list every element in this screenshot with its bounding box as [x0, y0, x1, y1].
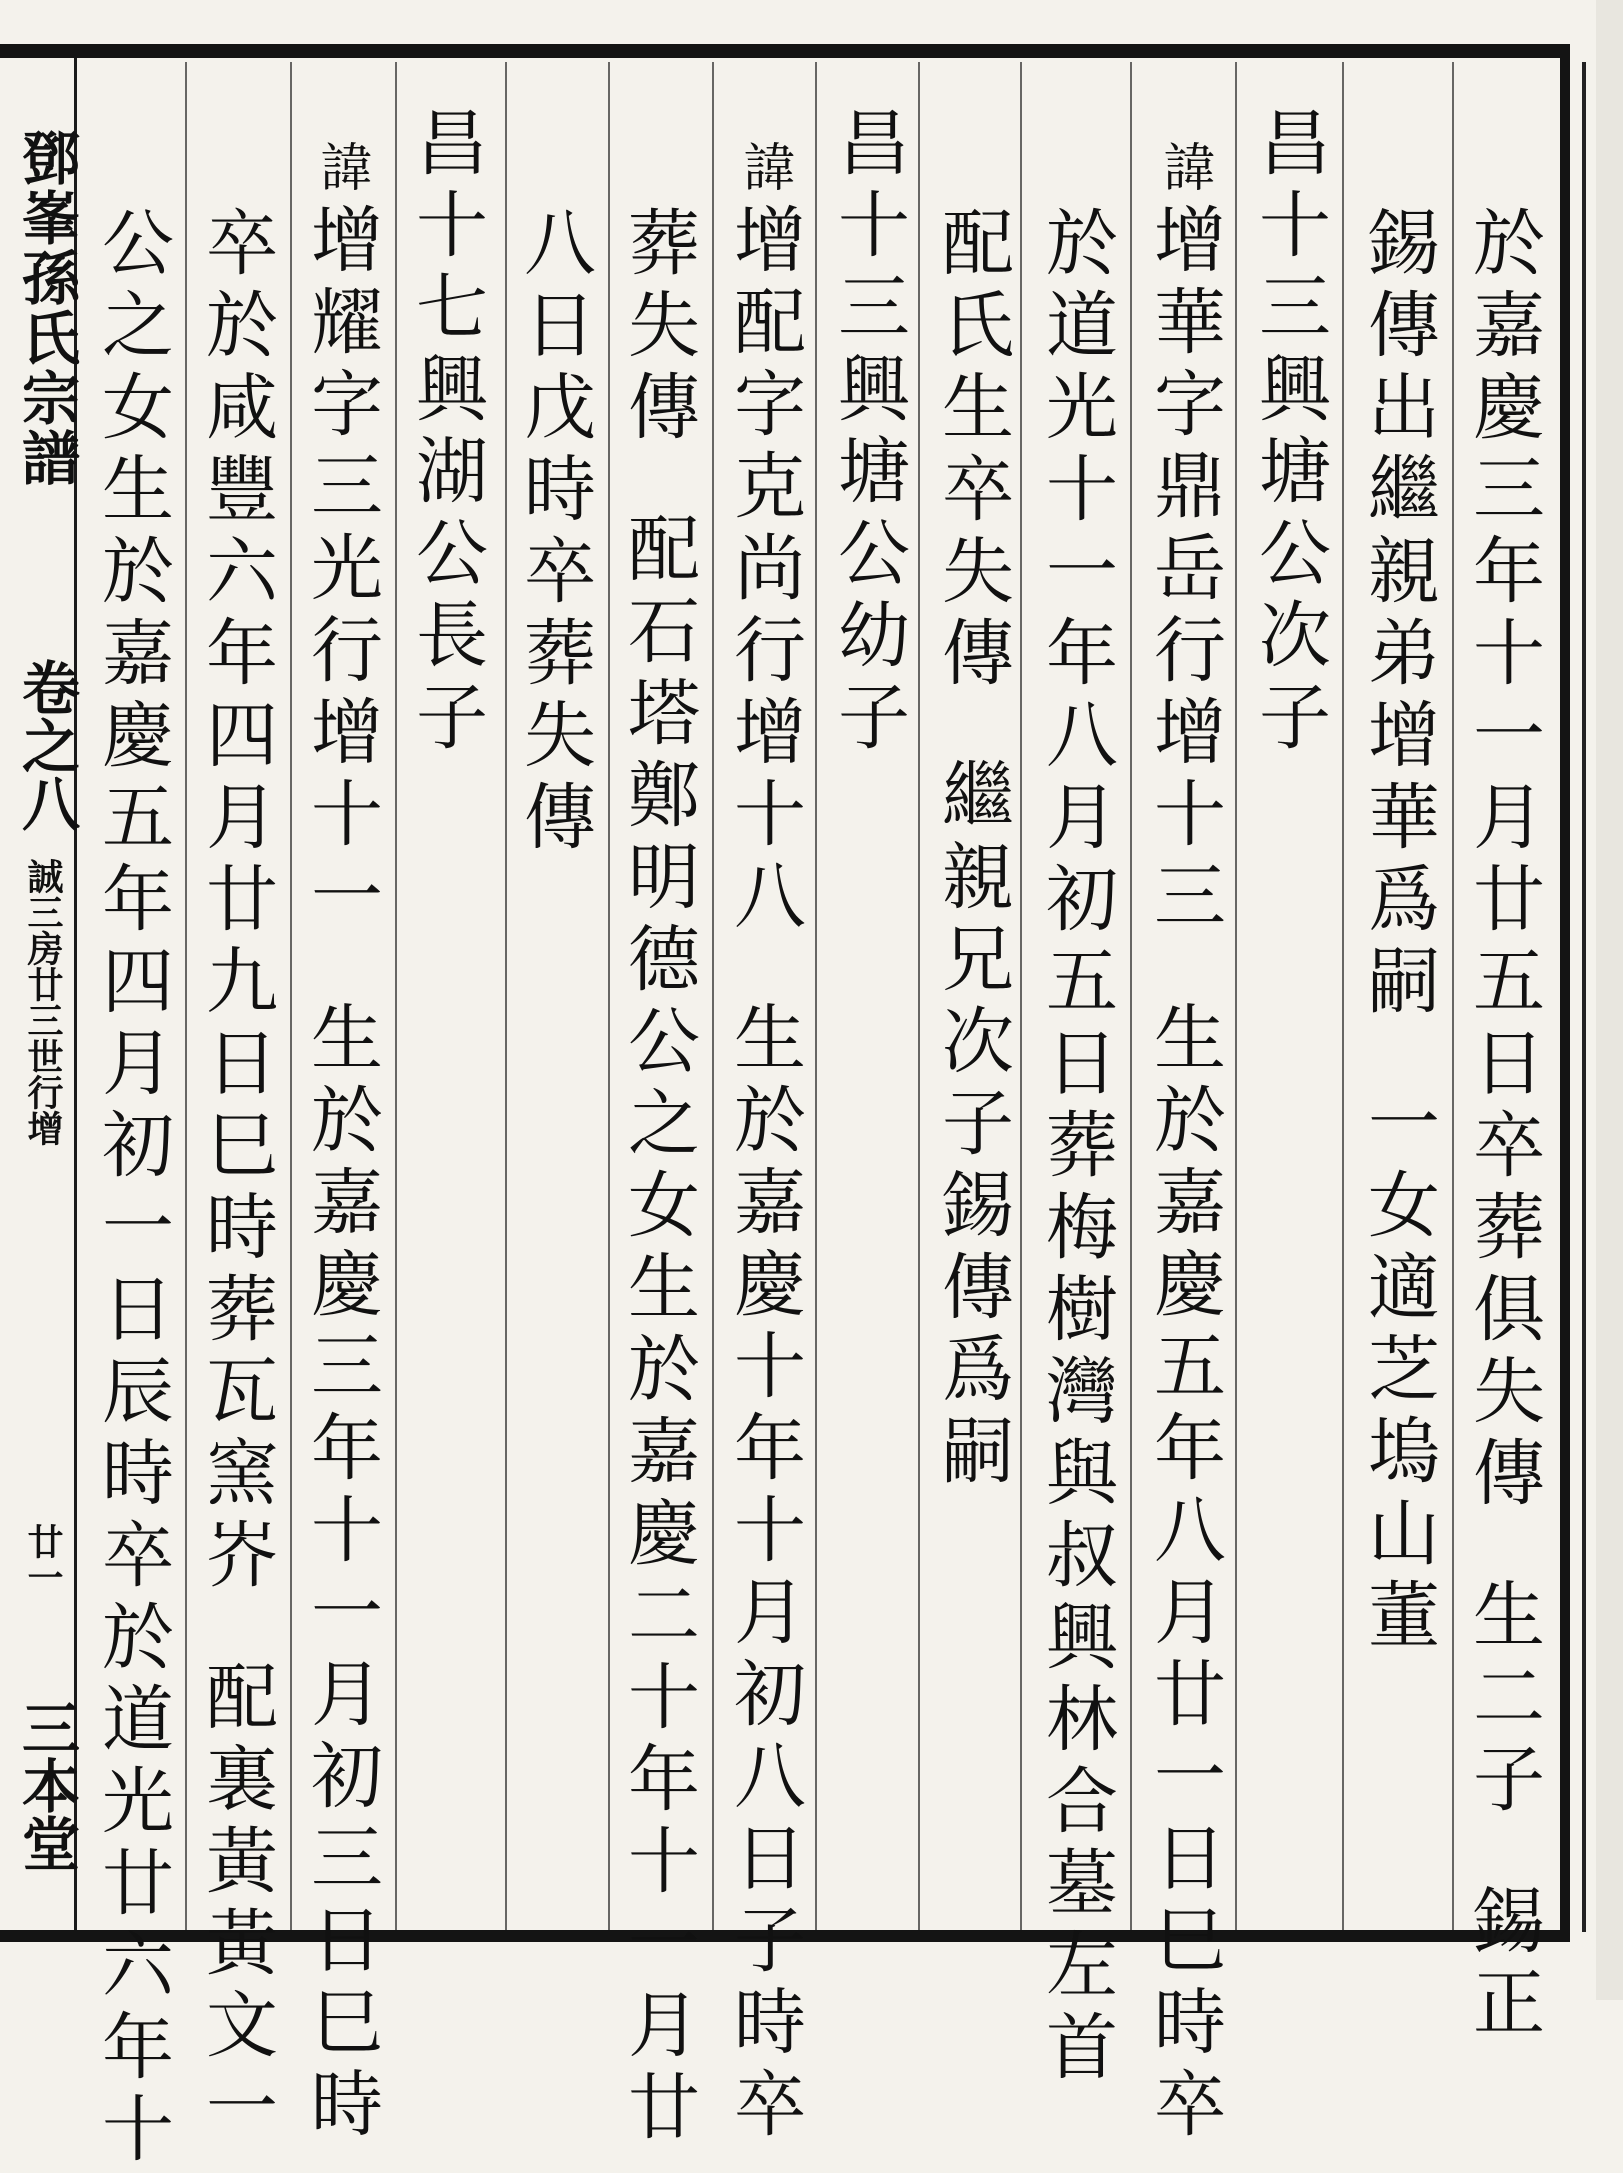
column-rule — [815, 62, 817, 1930]
text-column-11 — [404, 105, 488, 761]
column-rule — [1020, 62, 1022, 1930]
text-column-8 — [722, 140, 806, 2148]
column-rule — [712, 62, 714, 1930]
column-text: 增配字克尚行增十八 — [722, 202, 806, 940]
page-edge — [1596, 0, 1623, 2000]
column-text: 配石塔鄭明德公之女生於嘉慶二十年十一月廿 — [616, 511, 700, 2151]
column-text: 生於嘉慶三年十一月初三日巳時 — [299, 1000, 383, 2148]
text-column-4 — [1142, 140, 1226, 2148]
column-text: 配氏生卒失傳 — [930, 205, 1014, 697]
column-rule — [918, 62, 920, 1930]
text-column-3 — [1247, 105, 1331, 761]
column-text: 昌十七興湖公長子 — [404, 105, 488, 761]
column-text: 生二子 — [1461, 1577, 1545, 1823]
column-text: 繼親兄次子錫傳爲嗣 — [930, 757, 1014, 1495]
column-text: 昌十三興塘公幼子 — [826, 105, 910, 761]
text-column-1 — [1461, 205, 1545, 2047]
hall-name: 三本堂 — [12, 1698, 80, 1872]
column-rule — [1452, 62, 1454, 1930]
text-column-7 — [826, 105, 910, 761]
column-text: 增耀字三光行增十一 — [299, 202, 383, 940]
column-rule — [608, 62, 610, 1930]
column-rule — [185, 62, 187, 1930]
branch-label: 誠三房廿三世行增 — [22, 858, 64, 1146]
top-border — [0, 44, 1560, 58]
column-text: 於道光十一年八月初五日葬梅樹灣與叔興林合墓左首 — [1034, 205, 1118, 2091]
column-text: 公之女生於嘉慶五年四月初一日辰時卒於道光廿六年十 — [90, 205, 174, 2173]
column-rule — [1342, 62, 1344, 1930]
right-inner-border — [1582, 62, 1586, 1932]
taboo-mark: 諱 — [1154, 140, 1214, 202]
text-column-9 — [616, 205, 700, 2151]
margin-strip — [0, 58, 80, 1930]
column-text: 增華字鼎岳行增十三 — [1142, 202, 1226, 940]
text-column-6 — [930, 205, 1014, 1495]
column-rule — [505, 62, 507, 1930]
taboo-mark: 諱 — [311, 140, 371, 202]
column-text: 生於嘉慶五年八月廿一日巳時卒 — [1142, 1000, 1226, 2148]
text-column-13 — [194, 205, 278, 2151]
column-text: 八日戊時卒葬失傳 — [512, 205, 596, 861]
text-column-2 — [1356, 205, 1440, 1659]
column-text: 一女適芝塢山董 — [1356, 1085, 1440, 1659]
text-column-12 — [299, 140, 383, 2148]
column-rule — [290, 62, 292, 1930]
column-text: 卒於咸豐六年四月廿九日巳時葬瓦窯岕 — [194, 205, 278, 1599]
column-text: 配裏黃黃文一 — [194, 1659, 278, 2151]
text-column-5 — [1034, 205, 1118, 2091]
text-column-14 — [90, 205, 174, 2173]
book-title: 鄧峯孫氏宗譜 — [12, 128, 80, 488]
column-rule — [1130, 62, 1132, 1930]
column-text: 錫傳出繼親弟增華爲嗣 — [1356, 205, 1440, 1025]
column-text: 葬失傳 — [616, 205, 700, 451]
page-number: 廿一 — [22, 1523, 64, 1595]
text-column-10 — [512, 205, 596, 861]
taboo-mark: 諱 — [734, 140, 794, 202]
right-border — [1560, 44, 1570, 1942]
column-text: 於嘉慶三年十一月廿五日卒葬俱失傳 — [1461, 205, 1545, 1517]
column-rule — [395, 62, 397, 1930]
column-text: 錫正 — [1461, 1883, 1545, 2047]
column-text: 生於嘉慶十年十月初八日子時卒 — [722, 1000, 806, 2148]
column-text: 昌十三興塘公次子 — [1247, 105, 1331, 761]
column-rule — [1235, 62, 1237, 1930]
volume-label: 卷之八 — [12, 658, 80, 832]
